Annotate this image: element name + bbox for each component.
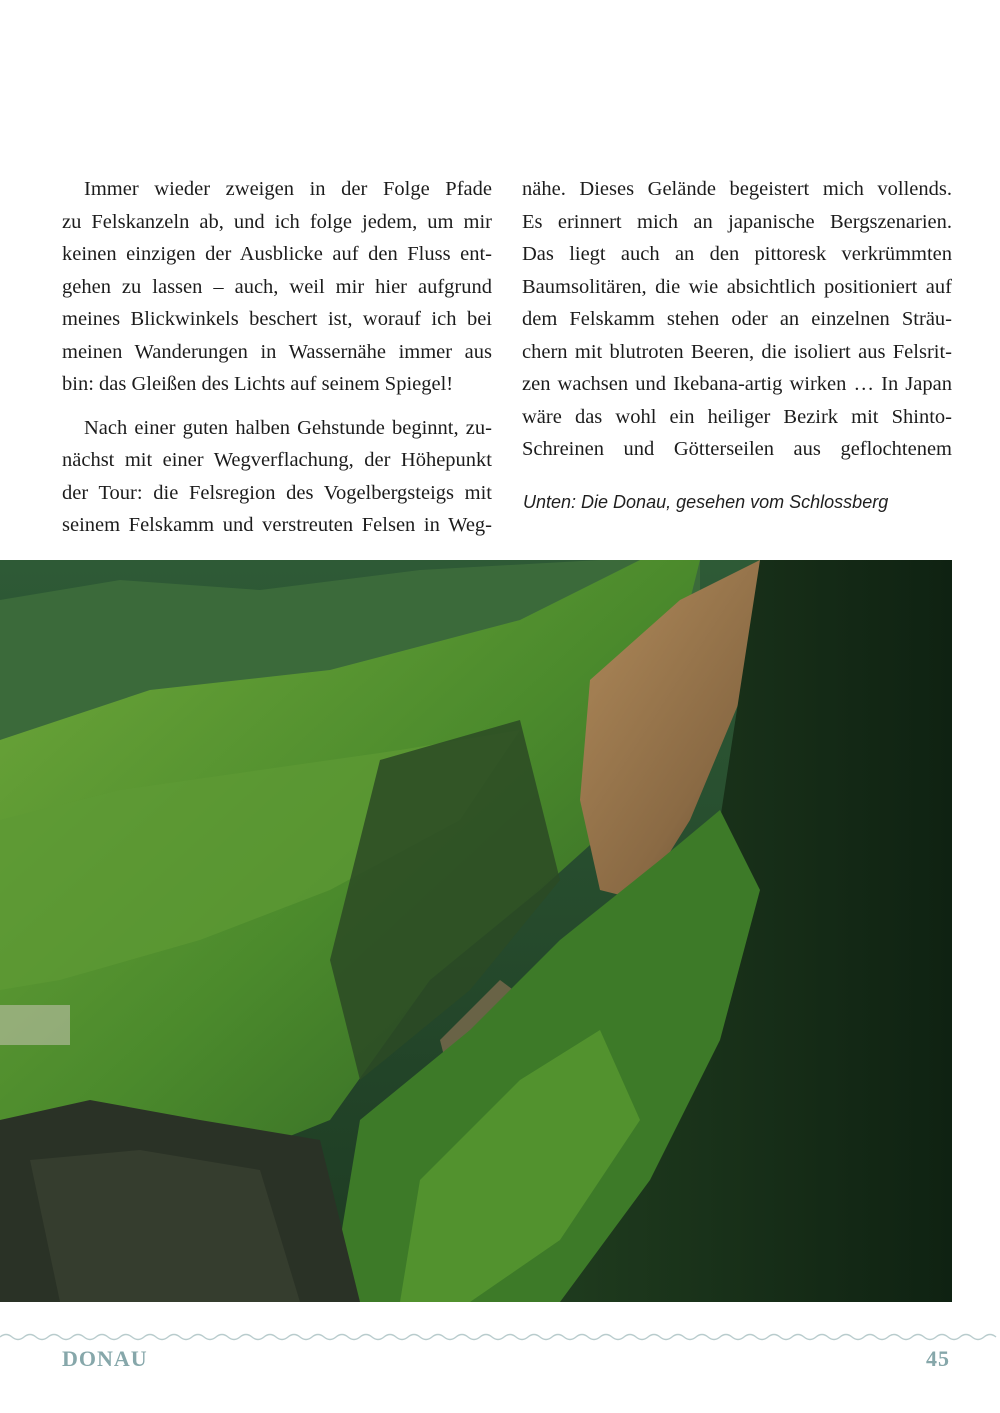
- text-line: der Tour: die Felsregion des Vogelbergsteigs mit: [62, 481, 492, 504]
- text-line: nächst mit einer Wegverflachung, der Höhepunkt: [62, 449, 492, 471]
- text-line: Schreinen und Götterseilen aus geflochtenem: [522, 438, 952, 460]
- text-line: chern mit blutroten Beeren, die isoliert aus Felsrit-: [522, 340, 952, 363]
- text-line: Immer wieder zweigen in der Folge Pfade: [84, 178, 492, 200]
- text-line: meines Blickwinkels beschert ist, worauf ich bei: [62, 308, 492, 330]
- running-footer-section: DONAU: [62, 1346, 148, 1371]
- footer-wave-rule: [0, 1330, 1000, 1344]
- text-line: wäre das wohl ein heiliger Bezirk mit Shinto-: [522, 405, 952, 428]
- text-line: bin: das Gleißen des Lichts auf seinem Spiegel!: [62, 373, 454, 395]
- text-line: seinem Felskamm und verstreuten Felsen in Weg-: [62, 514, 492, 536]
- text-line: meinen Wanderungen in Wassernähe immer aus: [62, 340, 492, 363]
- text-line: Baumsolitären, die wie absichtlich positioniert auf: [522, 275, 952, 298]
- text-line: gehen zu lassen – auch, weil mir hier aufgrund: [62, 275, 492, 298]
- text-line: keinen einzigen der Ausblicke auf den Fluss ent-: [62, 243, 492, 265]
- text-column-left: [62, 173, 492, 542]
- text-line: Es erinnert mich an japanische Bergszenarien.: [522, 210, 952, 233]
- text-line: zen wachsen und Ikebana-artig wirken … In Japan: [522, 373, 952, 395]
- text-line: Nach einer guten halben Gehstunde beginnt, zu-: [84, 416, 492, 439]
- text-line: Das liegt auch an den pittoresk verkrümmten: [522, 243, 952, 265]
- text-line: dem Felskamm stehen oder an einzelnen Sträu-: [522, 308, 952, 330]
- page-number: 45: [926, 1346, 950, 1371]
- text-line: zu Felskanzeln ab, und ich folge jedem, um mir: [62, 210, 492, 233]
- text-line: nähe. Dieses Gelände begeistert mich vollends.: [522, 178, 952, 200]
- landscape-photo: [0, 560, 952, 1302]
- text-column-right: [522, 173, 952, 466]
- photo-caption: Unten: Die Donau, gesehen vom Schlossberg: [523, 492, 889, 512]
